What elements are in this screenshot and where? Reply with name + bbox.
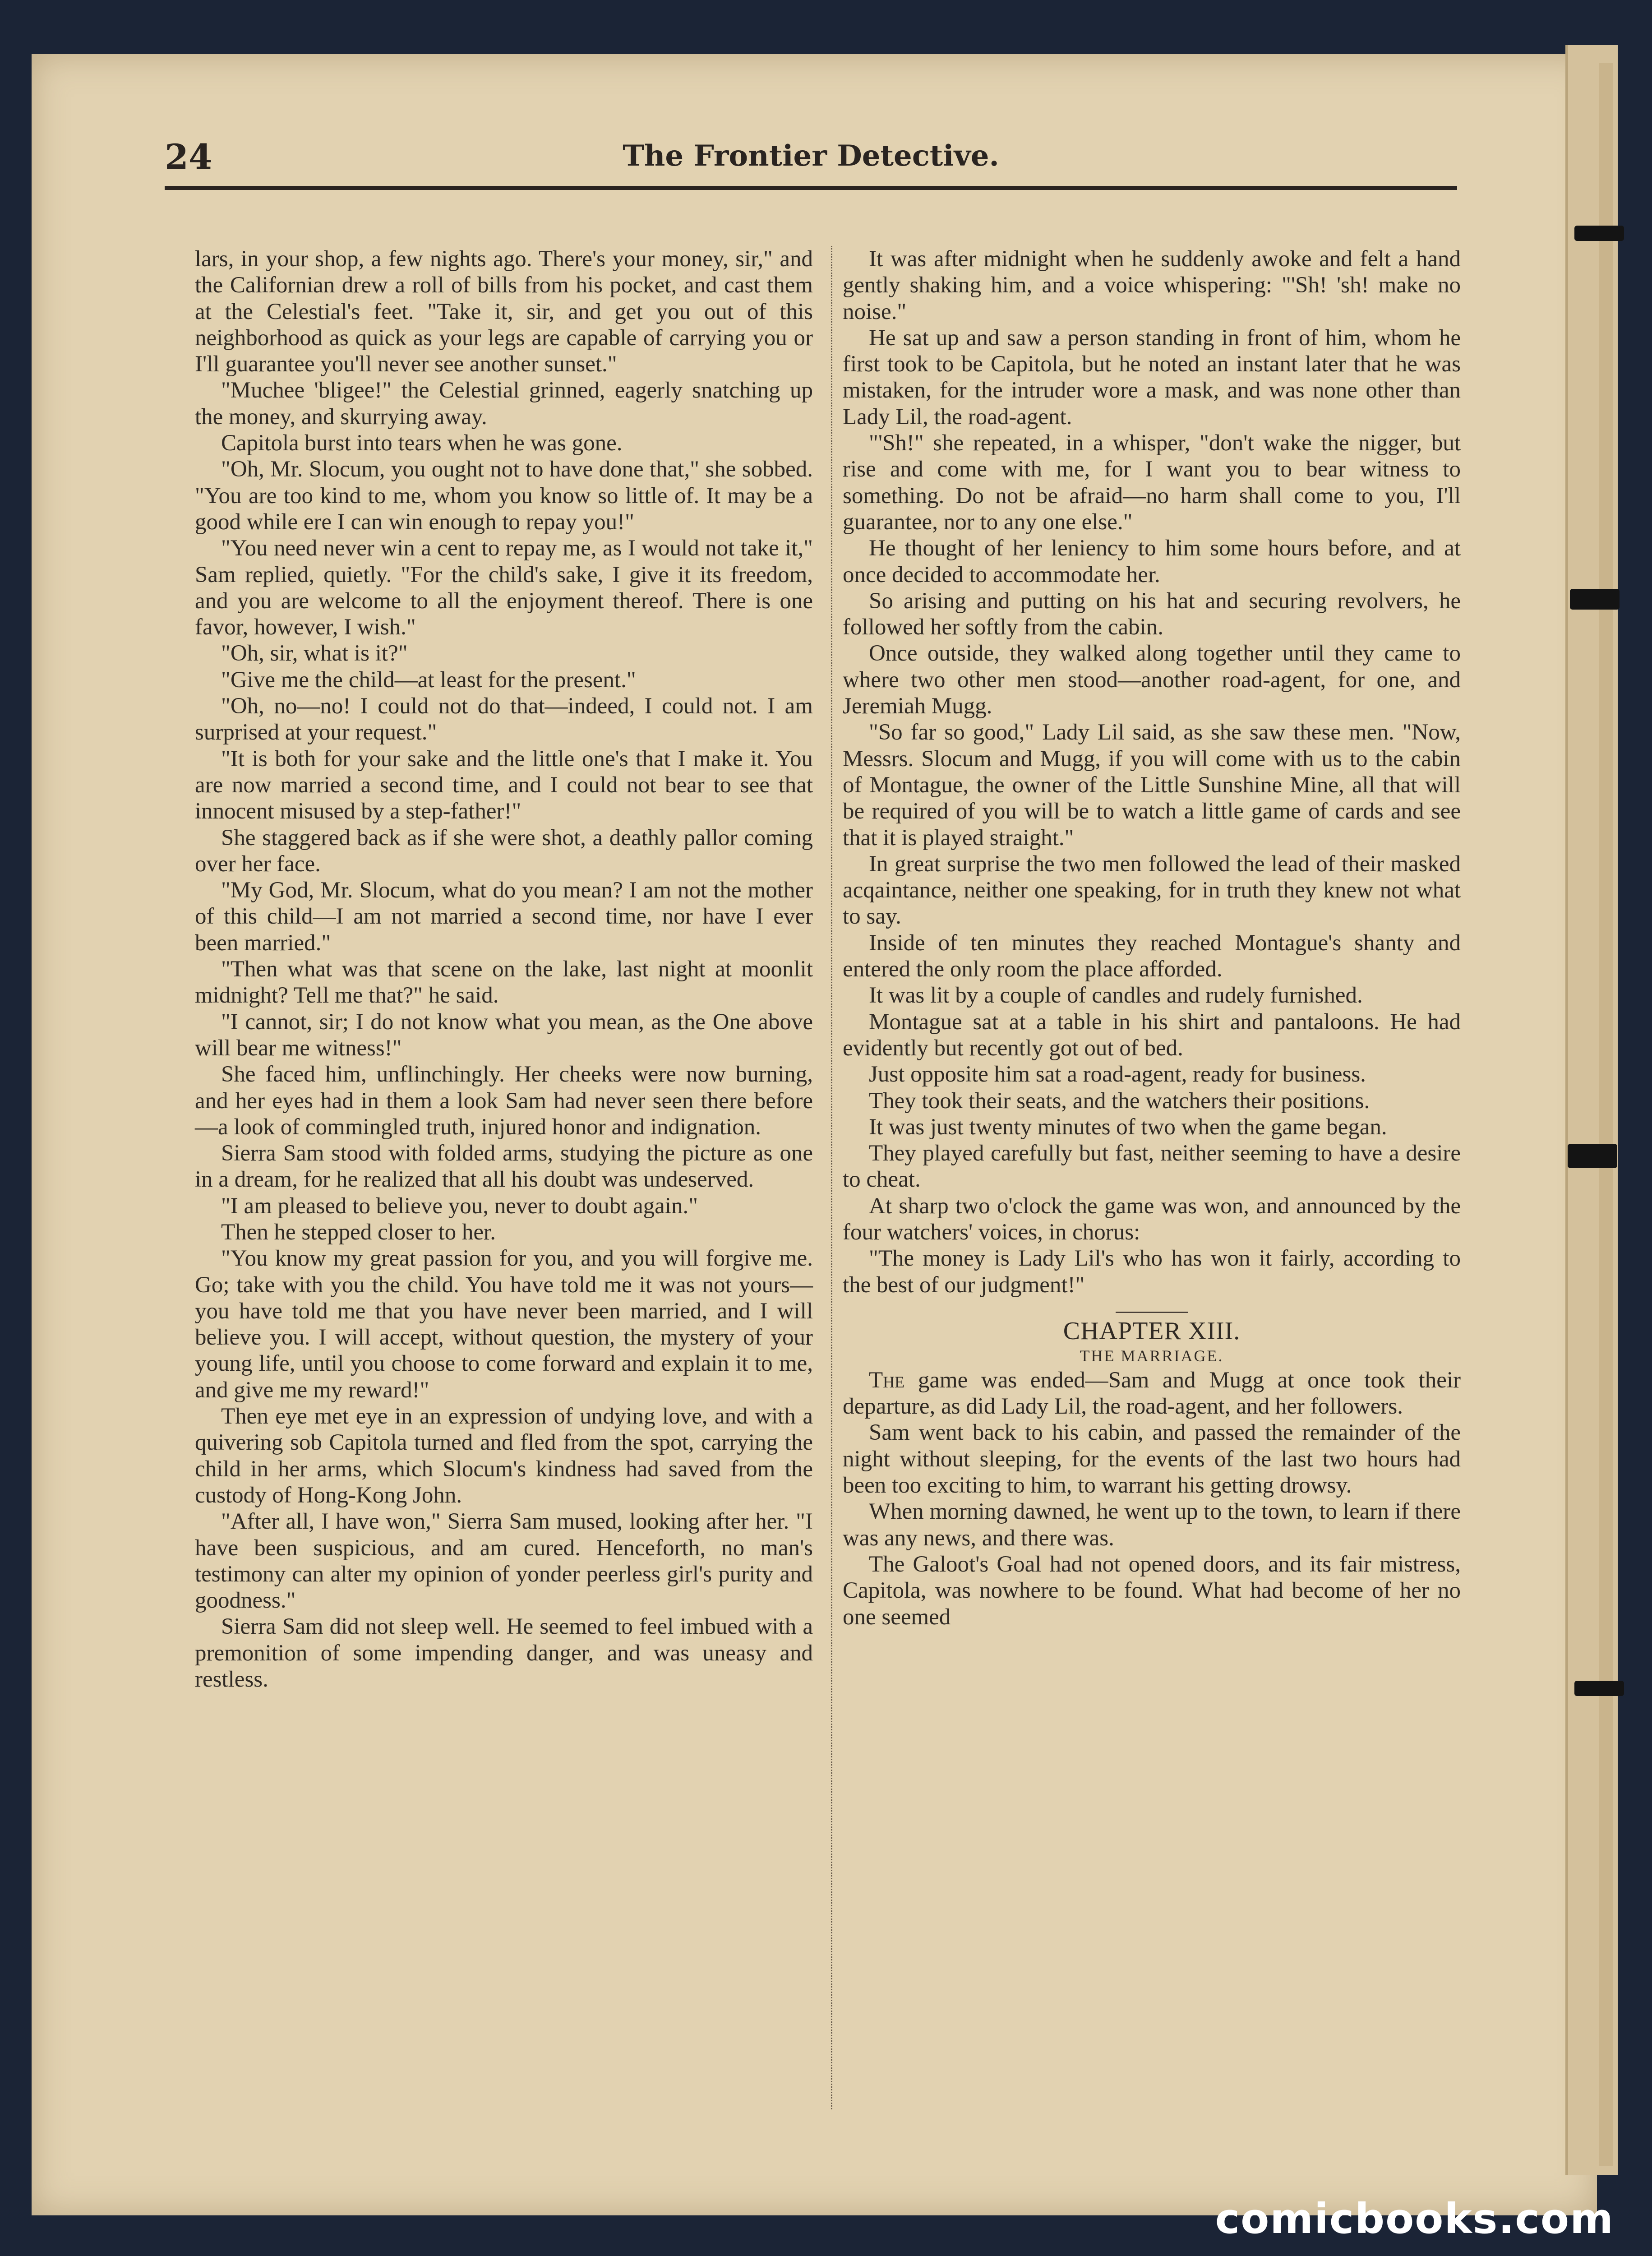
paragraph: Just opposite him sat a road-agent, ready for business. [869, 1062, 1366, 1087]
paragraph: He sat up and saw a person standing in front of him, whom he first took to be Capitola, but he noted an instant later that he was mistaken, for the intruder wore a mask, and was none other than Lady Lil, the road-agent. [843, 325, 1461, 430]
paragraph: They played carefully but fast, neither seeming to have a desire to cheat. [843, 1141, 1461, 1193]
paragraph: Sierra Sam stood with folded arms, studying the picture as one in a dream, for he realized that all his doubt was undeserved. [195, 1141, 813, 1193]
paragraph: "Oh, no—no! I could not do that—indeed, I could not. I am surprised at your request." [195, 693, 813, 745]
chapter-title: CHAPTER XIII. [1063, 1317, 1241, 1345]
paragraph: "I cannot, sir; I do not know what you mean, as the One above will bear me witness!" [195, 1009, 813, 1061]
paragraph: Montague sat at a table in his shirt and pantaloons. He had evidently but recently got out of bed. [843, 1009, 1461, 1061]
paragraph [843, 1367, 1461, 1420]
paragraph: lars, in your shop, a few nights ago. There's your money, sir," and the Californian drew a roll of bills from his pocket, and cast them at the Celestial's feet. "Take it, sir, and get you out of this neighborhood as quick as your legs are capable of carrying you or I'll guarantee you'll never see another sunset." [195, 246, 813, 377]
column-divider [831, 246, 832, 2109]
paragraph: Then eye met eye in an expression of undying love, and with a quivering sob Capitola turned and fled from the spot, carrying the child in her arms, which Slocum's kindness had saved from the custody of Hong-Kong John. [195, 1404, 813, 1508]
page-number: 24 [165, 137, 212, 177]
paragraph: So arising and putting on his hat and securing revolvers, he followed her softly from the cabin. [843, 588, 1461, 640]
paragraph: "Oh, sir, what is it?" [221, 641, 408, 666]
left-column [195, 246, 813, 1692]
paragraph: When morning dawned, he went up to the town, to learn if there was any news, and there was. [843, 1499, 1461, 1551]
paragraph: In great surprise the two men followed the lead of their masked acqaintance, neither one speaking, for in truth they knew not what to say. [843, 851, 1461, 929]
running-title: The Frontier Detective. [623, 139, 999, 173]
right-column [843, 246, 1461, 1630]
paragraph: Then he stepped closer to her. [221, 1219, 496, 1245]
paragraph: "Muchee 'bligee!" the Celestial grinned, eagerly snatching up the money, and skurrying away. [195, 378, 813, 430]
paragraph: Once outside, they walked along together until they came to where two other men stood—another road-agent, for one, and Jeremiah Mugg. [843, 641, 1461, 719]
paragraph: "So far so good," Lady Lil said, as she saw these men. "Now, Messrs. Slocum and Mugg, if you will come with us to the cabin of Montague, the owner of the Little Sunshine Mine, all that will be required of you will be to watch a little game of cards and see that it is played straight." [843, 720, 1461, 851]
paragraph: "Give me the child—at least for the present." [221, 667, 636, 693]
paragraph: "Oh, Mr. Slocum, you ought not to have done that," she sobbed. "You are too kind to me, whom you know so little of. It may be a good while ere I can win enough to repay you!" [195, 457, 813, 535]
chapter-rule [1116, 1312, 1188, 1313]
paragraph: She faced him, unflinchingly. Her cheeks were now burning, and her eyes had in them a look Sam had never seen there before—a look of commingled truth, injured honor and indignation. [195, 1062, 813, 1140]
paragraph: "My God, Mr. Slocum, what do you mean? I am not the mother of this child—I am not married a second time, nor have I ever been married." [195, 878, 813, 956]
paragraph: It was after midnight when he suddenly awoke and felt a hand gently shaking him, and a voice whispering: "'Sh! 'sh! make no noise." [843, 246, 1461, 324]
binding-staple [1570, 589, 1620, 610]
paragraph: She staggered back as if she were shot, a deathly pallor coming over her face. [195, 825, 813, 877]
paragraph: It was just twenty minutes of two when the game began. [869, 1114, 1387, 1140]
chapter-subtitle: THE MARRIAGE. [1080, 1346, 1224, 1365]
page-header [165, 118, 1457, 190]
paragraph: Capitola burst into tears when he was gone. [221, 430, 623, 456]
binding-staple [1568, 1144, 1617, 1168]
paragraph: Inside of ten minutes they reached Montague's shanty and entered the only room the place afforded. [843, 930, 1461, 982]
chapter-heading [843, 1312, 1461, 1367]
paragraph: Sam went back to his cabin, and passed the remainder of the night without sleeping, for the events of the last two hours had been too exciting to him, to warrant his getting drowsy. [843, 1420, 1461, 1498]
paragraph: "You need never win a cent to repay me, as I would not take it," Sam replied, quietly. "For the child's sake, I give it its freedom, and you are welcome to all the enjoyment thereof. There is one favor, however, I wish." [195, 536, 813, 640]
binding-staple [1574, 226, 1624, 241]
paragraph: Sierra Sam did not sleep well. He seemed to feel imbued with a premonition of some impending danger, and was uneasy and restless. [195, 1614, 813, 1692]
paragraph: "It is both for your sake and the little one's that I make it. You are now married a second time, and I could not bear to see that innocent misused by a step-father!" [195, 746, 813, 824]
paragraph: They took their seats, and the watchers their positions. [869, 1088, 1370, 1114]
drop-word: The [869, 1367, 905, 1393]
paragraph-text: game was ended—Sam and Mugg at once took their departure, as did Lady Lil, the road-agent, and her followers. [843, 1367, 1461, 1419]
paragraph: At sharp two o'clock the game was won, and announced by the four watchers' voices, in chorus: [843, 1193, 1461, 1245]
paragraph: He thought of her leniency to him some hours before, and at once decided to accommodate her. [843, 536, 1461, 587]
paragraph: "After all, I have won," Sierra Sam mused, looking after her. "I have been suspicious, and am cured. Henceforth, no man's testimony can alter my opinion of yonder peerless girl's purity and goodness." [195, 1509, 813, 1613]
page-edge-inner [1599, 63, 1613, 2166]
paragraph: "I am pleased to believe you, never to doubt again." [221, 1193, 698, 1219]
paragraph: "You know my great passion for you, and you will forgive me. Go; take with you the child. You have told me it was not yours—you have told me that you have never been married, and I will believe you. I will accept, without question, the mystery of your young life, until you choose to come forward and explain it to me, and give me my reward!" [195, 1246, 813, 1403]
paragraph: "'Sh!" she repeated, in a whisper, "don't wake the nigger, but rise and come with me, for I want you to bear witness to something. Do not be afraid—no harm shall come to you, I'll guarantee, nor to any one else." [843, 430, 1461, 535]
watermark: comicbooks.com [1215, 2195, 1614, 2243]
paragraph: The Galoot's Goal had not opened doors, and its fair mistress, Capitola, was nowhere to be found. What had become of her no one seemed [843, 1551, 1461, 1630]
paragraph: It was lit by a couple of candles and rudely furnished. [869, 983, 1363, 1008]
paragraph: "Then what was that scene on the lake, last night at moonlit midnight? Tell me that?" he said. [195, 957, 813, 1008]
paragraph: "The money is Lady Lil's who has won it fairly, according to the best of our judgment!" [843, 1246, 1461, 1298]
binding-staple [1574, 1681, 1624, 1696]
